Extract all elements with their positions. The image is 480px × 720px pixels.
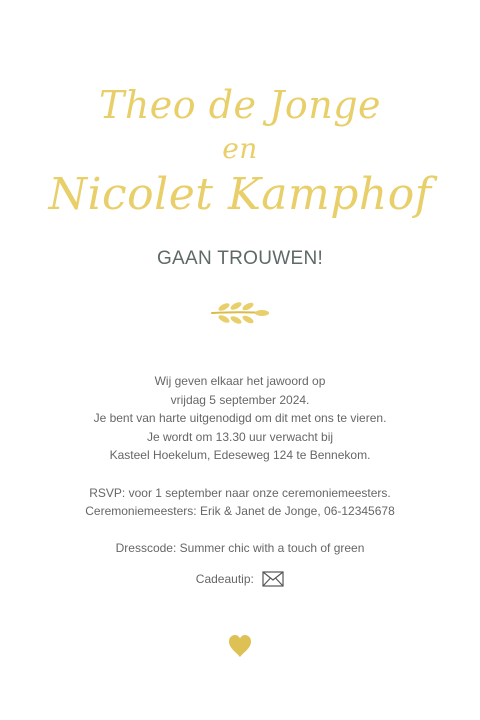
ceremony-masters-line: Ceremoniemeesters: Erik & Janet de Jonge, 06-12345678 [85,504,395,519]
conjunction: en [222,132,258,165]
text-line-3: Je bent van harte uitgenodigd om dit met ons te vieren. [93,411,387,426]
spacer [30,465,450,484]
text-line-4: Je wordt om 13.30 uur verwacht bij [146,429,334,444]
invitation-text [30,372,450,590]
heart-icon [228,634,252,658]
spacer [30,558,450,566]
announcement-heading: GAAN TROUWEN! [156,248,324,269]
text-line-5: Kasteel Hoekelum, Edeseweg 124 te Bennekom. [109,448,371,463]
rsvp-line: RSVP: voor 1 september naar onze ceremoniemeesters. [89,485,391,500]
groom-name: Theo de Jonge [98,83,382,127]
gift-tip-label: Cadeautip: [195,571,254,586]
dresscode-line: Dresscode: Summer chic with a touch of green [115,541,365,556]
gift-tip-row [30,566,450,590]
text-line-2: vrijdag 5 september 2024. [170,392,310,407]
spacer [30,521,450,540]
laurel-sprig-icon [208,300,272,326]
envelope-icon [262,571,284,587]
text-line-1: Wij geven elkaar het jawoord op [154,374,326,388]
bride-name: Nicolet Kamphof [48,169,432,220]
